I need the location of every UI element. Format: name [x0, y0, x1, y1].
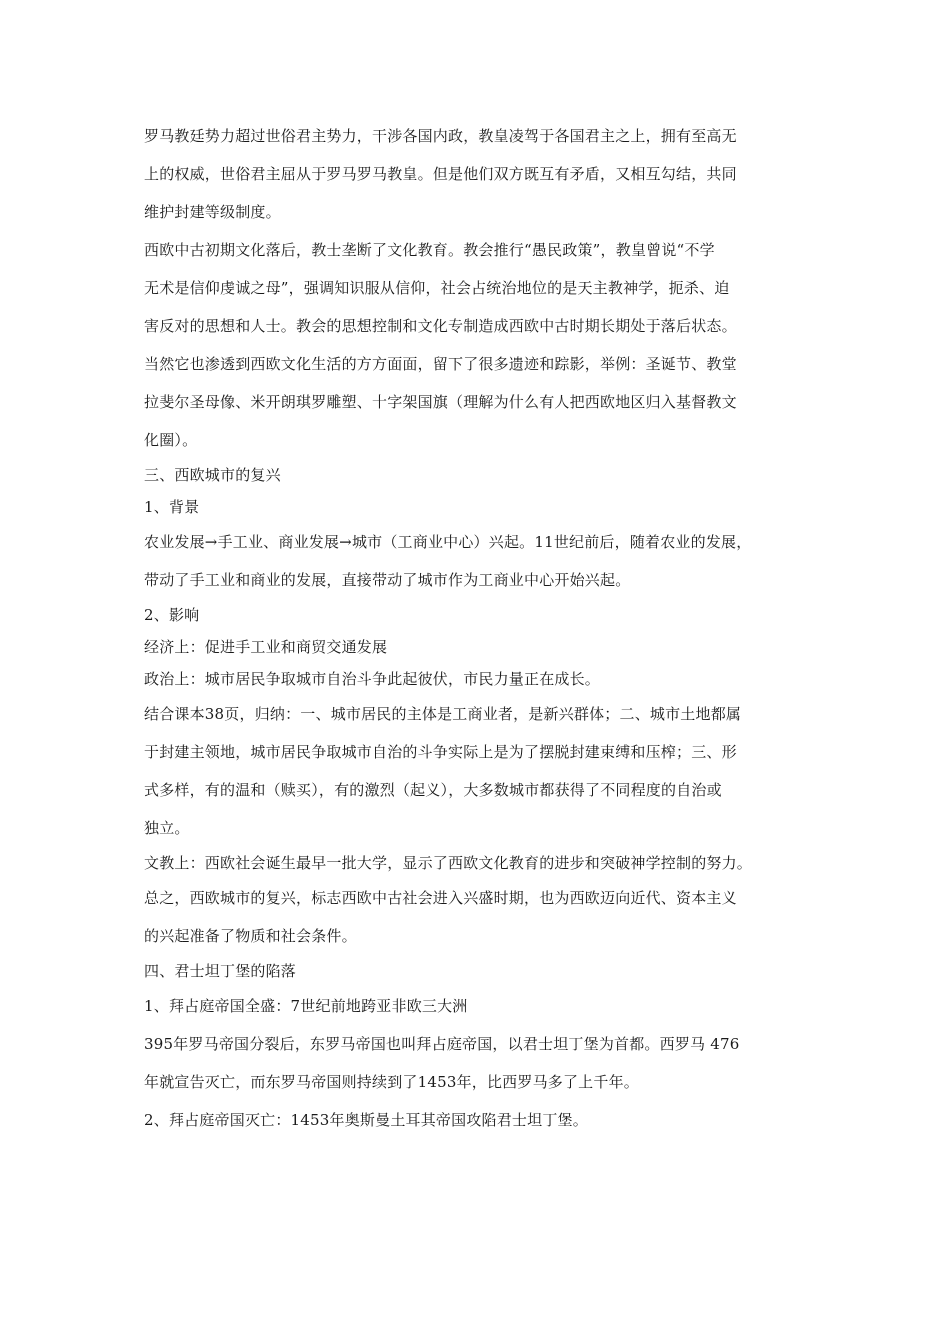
heading-text: 2、影响	[144, 606, 200, 624]
paragraph-byzantine-text	[144, 1025, 820, 1101]
paragraph-conclusion	[144, 879, 820, 955]
paragraph-byzantine-fall	[144, 1101, 820, 1139]
paragraph-education	[144, 847, 820, 879]
subheading-influence	[144, 599, 820, 631]
paragraph-byzantine-peak	[144, 987, 820, 1025]
text-line: 结合课本38页，归纳：一、城市居民的主体是工商业者，是新兴群体；二、城市土地都属	[144, 705, 742, 723]
paragraph-economy	[144, 631, 820, 663]
text-line: 带动了手工业和商业的发展，直接带动了城市作为工商业中心开始兴起。	[144, 571, 631, 589]
text-line: 经济上：促进手工业和商贸交通发展	[144, 638, 388, 656]
text-line: 文教上：西欧社会诞生最早一批大学，显示了西欧文化教育的进步和突破神学控制的努力。	[144, 854, 753, 872]
text-line: 年就宣告灭亡，而东罗马帝国则持续到了1453年，比西罗马多了上千年。	[144, 1073, 639, 1091]
text-line: 农业发展→手工业、商业发展→城市（工商业中心）兴起。11世纪前后，随着农业的发展，	[144, 533, 752, 551]
subheading-background	[144, 491, 820, 523]
text-line: 1、拜占庭帝国全盛：7世纪前地跨亚非欧三大洲	[144, 997, 468, 1015]
text-line: 上的权威，世俗君主屈从于罗马罗马教皇。但是他们双方既互有矛盾，又相互勾结，共同	[144, 165, 737, 183]
text-line: 式多样，有的温和（赎买），有的激烈（起义），大多数城市都获得了不同程度的自治或	[144, 781, 722, 799]
section-heading-city-revival	[144, 459, 820, 491]
document-page	[144, 117, 820, 1139]
paragraph-textbook-summary	[144, 695, 820, 847]
text-line: 无术是信仰虔诚之母”，强调知识服从信仰，社会占统治地位的是天主教神学，扼杀、迫	[144, 279, 730, 297]
paragraph-background	[144, 523, 820, 599]
text-line: 政治上：城市居民争取城市自治斗争此起彼伏，市民力量正在成长。	[144, 670, 601, 688]
text-line: 于封建主领地，城市居民争取城市自治的斗争实际上是为了摆脱封建束缚和压榨；三、形	[144, 743, 737, 761]
text-line: 2、拜占庭帝国灭亡：1453年奥斯曼土耳其帝国攻陷君士坦丁堡。	[144, 1111, 588, 1129]
text-line: 当然它也渗透到西欧文化生活的方方面面，留下了很多遗迹和踪影，举例：圣诞节、教堂	[144, 355, 737, 373]
text-line: 395年罗马帝国分裂后，东罗马帝国也叫拜占庭帝国，以君士坦丁堡为首都。西罗马 476	[144, 1035, 740, 1053]
text-line: 拉斐尔圣母像、米开朗琪罗雕塑、十字架国旗（理解为什么有人把西欧地区归入基督教文	[144, 393, 737, 411]
text-line: 的兴起准备了物质和社会条件。	[144, 927, 357, 945]
heading-text: 四、君士坦丁堡的陷落	[144, 962, 297, 980]
paragraph-politics	[144, 663, 820, 695]
text-line: 总之，西欧城市的复兴，标志西欧中古社会进入兴盛时期，也为西欧迈向近代、资本主义	[144, 889, 737, 907]
text-line: 害反对的思想和人士。教会的思想控制和文化专制造成西欧中古时期长期处于落后状态。	[144, 317, 737, 335]
paragraph-culture-influence	[144, 345, 820, 459]
text-line: 罗马教廷势力超过世俗君主势力，干涉各国内政，教皇凌驾于各国君主之上，拥有至高无	[144, 127, 737, 145]
text-line: 独立。	[144, 819, 190, 837]
text-line: 化圈）。	[144, 431, 198, 449]
text-line: 西欧中古初期文化落后，教士垄断了文化教育。教会推行“愚民政策”，教皇曾说“不学	[144, 241, 715, 259]
paragraph-culture-backward	[144, 231, 820, 345]
heading-text: 三、西欧城市的复兴	[144, 466, 281, 484]
paragraph-rome-church-power	[144, 117, 820, 231]
text-line: 维护封建等级制度。	[144, 203, 281, 221]
heading-text: 1、背景	[144, 498, 200, 516]
section-heading-constantinople	[144, 955, 820, 987]
